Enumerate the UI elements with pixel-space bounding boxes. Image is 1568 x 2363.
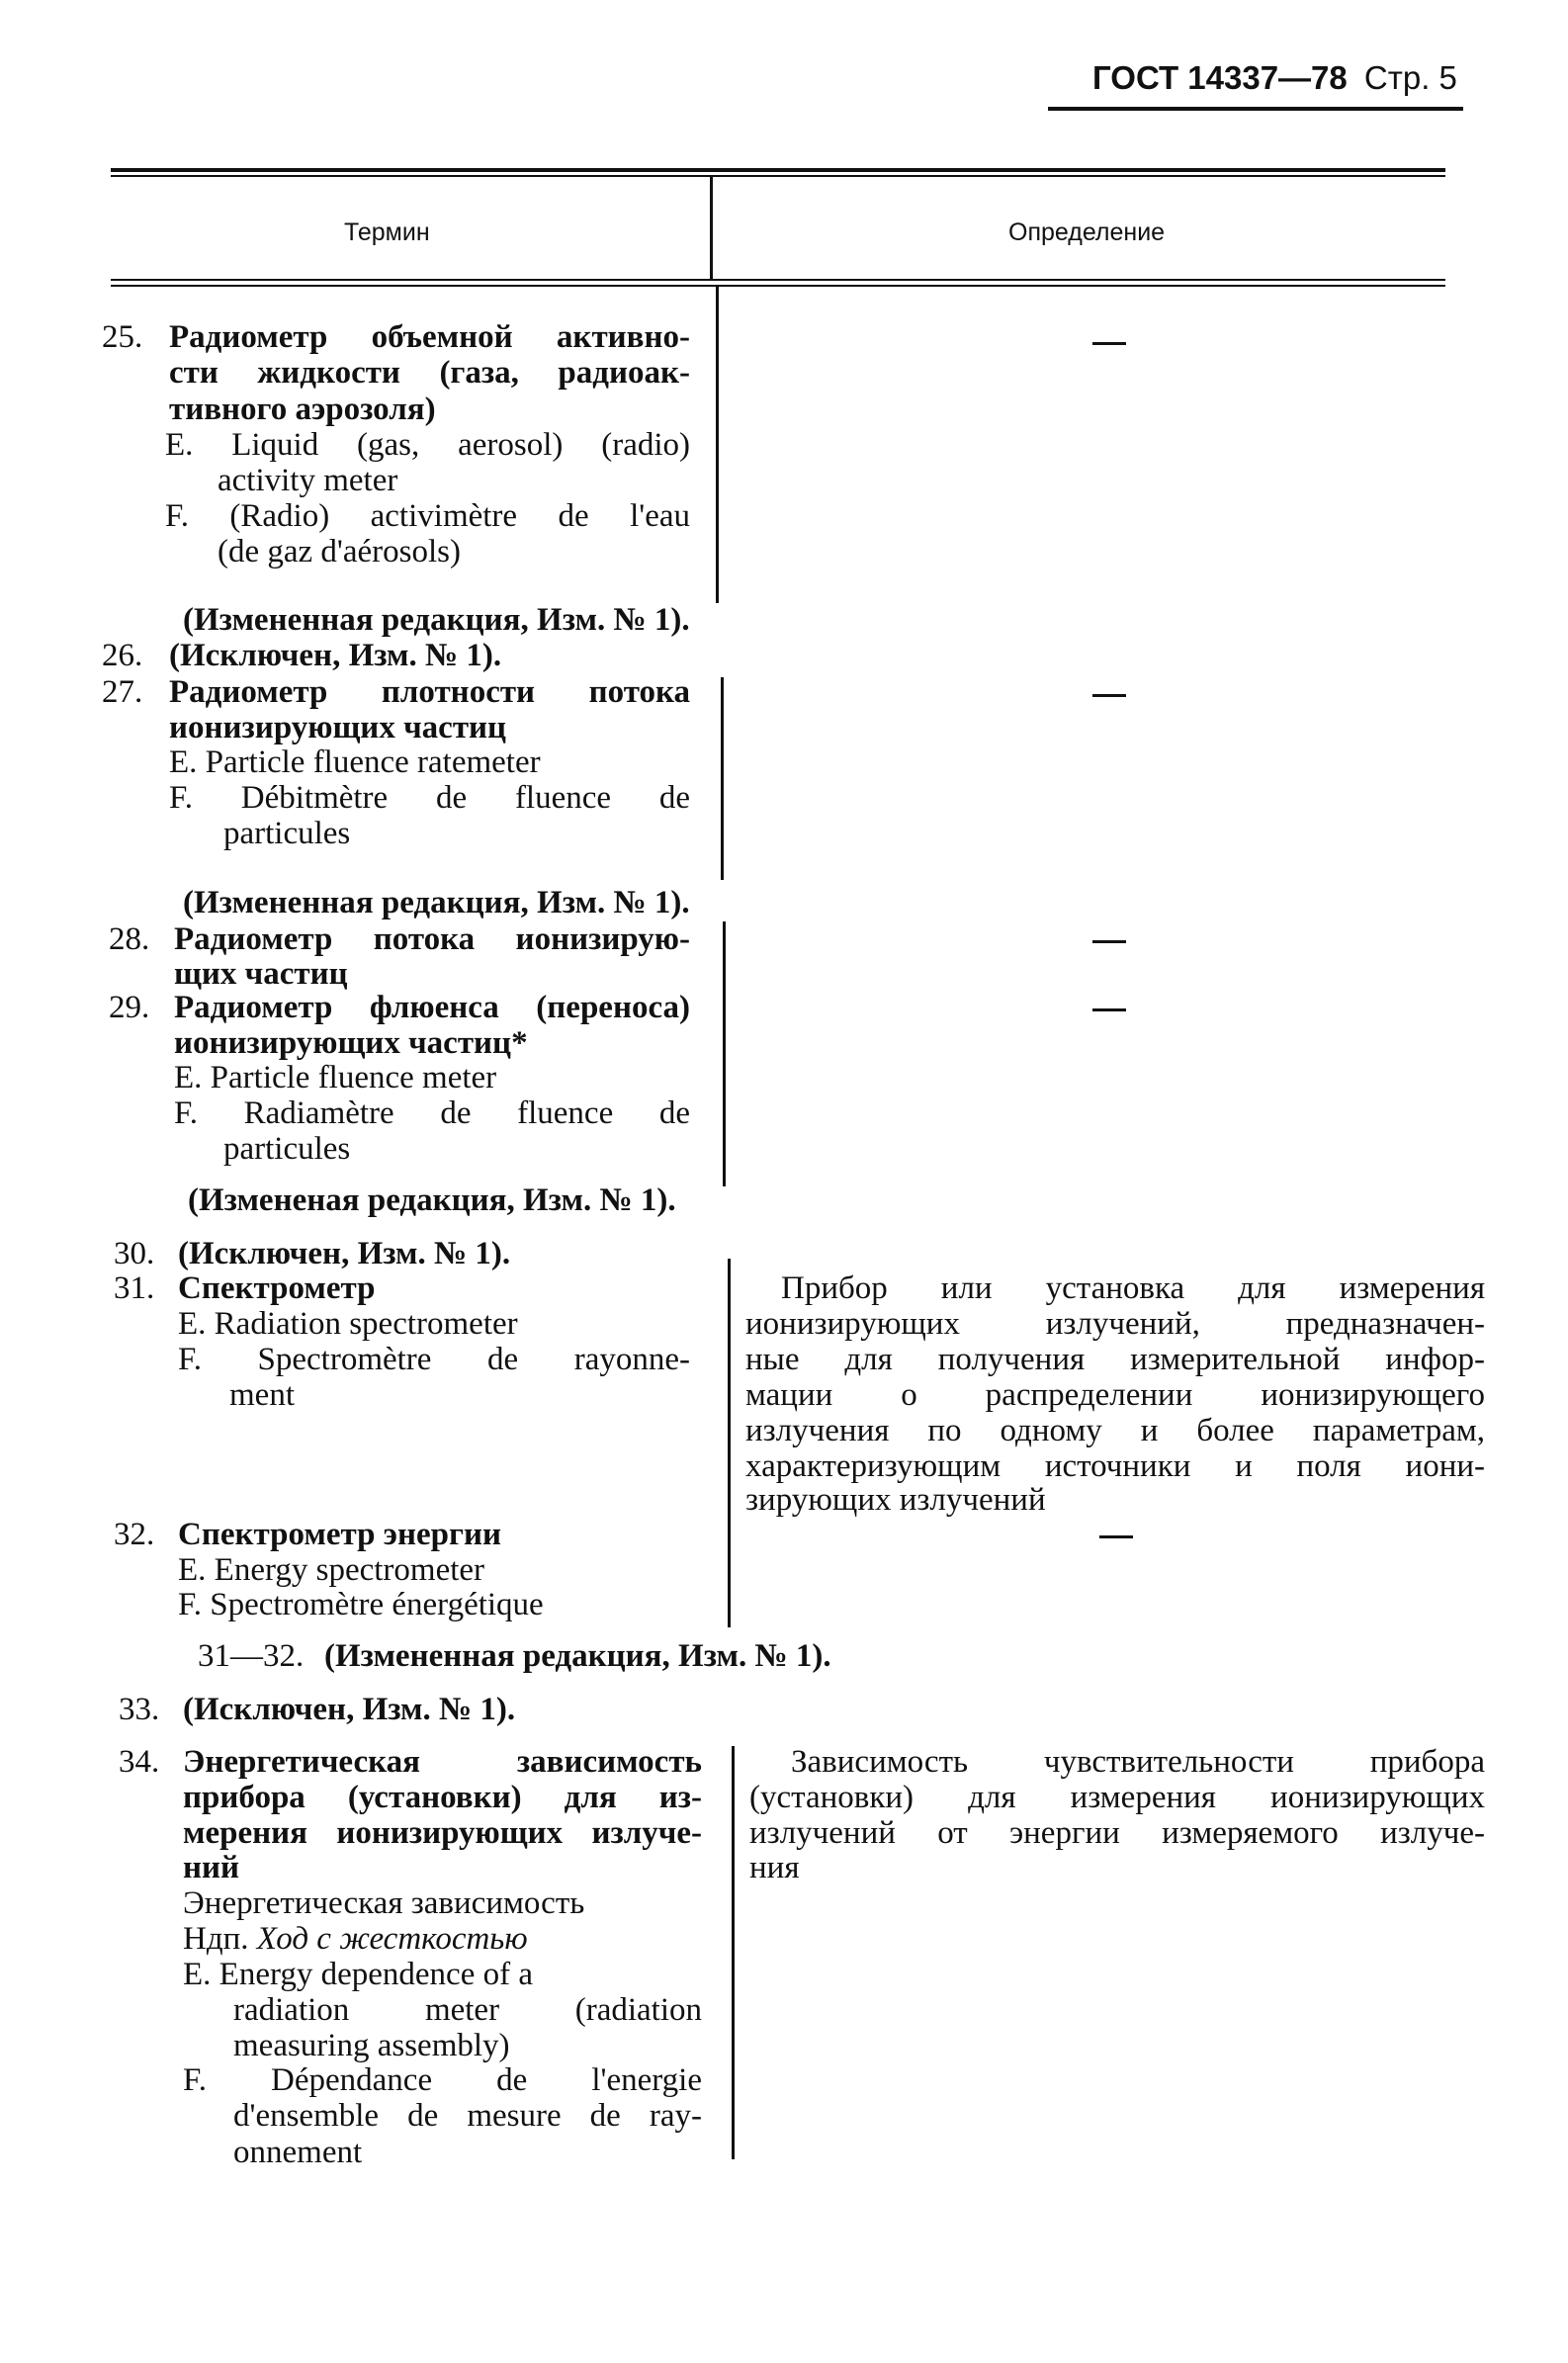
entry-number: 30.: [114, 1236, 155, 1271]
standard-number: ГОСТ 14337—78: [1092, 59, 1348, 96]
english-term: E. Particle fluence ratemeter: [169, 744, 541, 780]
definition-line: ионизирующих излучений, предназначен-: [745, 1306, 1485, 1342]
entry-range: 31—32.: [198, 1638, 305, 1674]
entry-number: 27.: [102, 674, 143, 710]
definition-line: мации о распределении ионизирующего: [745, 1377, 1485, 1413]
no-definition-dash: [1092, 342, 1126, 345]
definition-line: Зависимость чувствительности прибора: [791, 1744, 1485, 1780]
english-term: radiation meter (radiation: [233, 1992, 702, 2028]
definition-line: ные для получения измерительной инфор-: [745, 1342, 1485, 1377]
definition-line: (установки) для измерения ионизирующих: [749, 1780, 1485, 1815]
french-term: F. Débitmètre de fluence de: [169, 780, 690, 816]
entry-number: 25.: [102, 319, 143, 355]
french-term: F. (Radio) activimètre de l'eau: [165, 498, 690, 534]
french-term: F. Spectromètre de rayonne-: [178, 1342, 690, 1377]
no-definition-dash: [1092, 940, 1126, 943]
french-term: F. Dépendance de l'energie: [183, 2062, 702, 2098]
deprecated-term-text: Ход с жесткостью: [256, 1921, 528, 1957]
header-divider: [710, 176, 713, 280]
english-term: E. Energy spectrometer: [178, 1552, 485, 1588]
term-line: Спектрометр энергии: [178, 1517, 501, 1552]
english-term: E. Liquid (gas, aerosol) (radio): [165, 427, 690, 463]
english-term: E. Radiation spectrometer: [178, 1306, 518, 1342]
column-divider: [728, 1259, 731, 1627]
column-divider: [732, 1746, 735, 2159]
definition-line: характеризующим источники и поля иони-: [745, 1448, 1485, 1484]
entry-number: 31.: [114, 1270, 155, 1306]
table-header-rule-2: [111, 285, 1445, 287]
no-definition-dash: [1092, 1008, 1126, 1011]
term-line: мерения ионизирующих излуче-: [183, 1815, 702, 1851]
term-line: Энергетическая зависимость: [183, 1744, 702, 1780]
english-term: activity meter: [218, 463, 398, 498]
term-line: ионизирующих частиц: [169, 710, 507, 745]
page-number: Стр. 5: [1363, 59, 1457, 96]
french-term: d'ensemble de mesure de ray-: [233, 2098, 702, 2134]
term-line: Радиометр объемной активно-: [169, 319, 690, 355]
excluded-note: (Исключен, Изм. № 1).: [169, 638, 502, 673]
table-header-rule: [111, 279, 1445, 281]
excluded-note: (Исключен, Изм. № 1).: [183, 1692, 516, 1727]
entry-number: 28.: [109, 921, 150, 957]
definition-line: ния: [749, 1850, 800, 1885]
french-term: onnement: [233, 2135, 363, 2170]
column-divider: [723, 921, 726, 1186]
entry-number: 34.: [119, 1744, 160, 1780]
deprecated-label: Ндп.: [183, 1921, 249, 1957]
french-term: particules: [223, 816, 351, 851]
french-term: F. Spectromètre énergétique: [178, 1587, 544, 1622]
term-line: Радиометр флюенса (переноса): [174, 990, 690, 1025]
no-definition-dash: [1099, 1535, 1133, 1538]
table-top-rule-2: [111, 175, 1445, 177]
definition-line: зирующих излучений: [745, 1482, 1046, 1518]
definition-line: Прибор или установка для измерения: [781, 1270, 1485, 1306]
term-line: щих частиц: [174, 956, 348, 992]
entry-number: 32.: [114, 1517, 155, 1552]
term-line: сти жидкости (газа, радиоак-: [169, 355, 690, 391]
amendment-note: (Измененная редакция, Изм. № 1).: [183, 602, 690, 638]
no-definition-dash: [1092, 694, 1126, 697]
french-term: (de gaz d'aérosols): [218, 534, 462, 569]
column-divider: [721, 677, 724, 880]
term-line: прибора (установки) для из-: [183, 1780, 702, 1815]
english-term: measuring assembly): [233, 2028, 510, 2063]
short-term: Энергетическая зависимость: [183, 1885, 585, 1921]
english-term: E. Energy dependence of a: [183, 1957, 533, 1992]
page-header: [1092, 59, 1457, 97]
english-term: E. Particle fluence meter: [174, 1060, 497, 1095]
column-header-term: Термин: [344, 219, 430, 246]
table-top-rule: [111, 168, 1445, 172]
term-line: Радиометр плотности потока: [169, 674, 690, 710]
term-line: ионизирующих частиц*: [174, 1025, 528, 1061]
french-term: F. Radiamètre de fluence de: [174, 1095, 690, 1131]
entry-number: 29.: [109, 990, 150, 1025]
column-header-definition: Определение: [1008, 219, 1166, 246]
french-term: particules: [223, 1131, 351, 1167]
amendment-note: (Измененная редакция, Изм. № 1).: [183, 885, 690, 920]
term-line: Радиометр потока ионизирую-: [174, 921, 690, 957]
amendment-note: (Измененая редакция, Изм. № 1).: [188, 1182, 676, 1218]
entry-number: 26.: [102, 638, 143, 673]
definition-line: излучения по одному и более параметрам,: [745, 1413, 1485, 1448]
term-line: тивного аэрозоля): [169, 392, 436, 427]
definition-line: излучений от энергии измеряемого излуче-: [749, 1815, 1485, 1851]
french-term: ment: [229, 1377, 295, 1413]
term-line: Спектрометр: [178, 1270, 376, 1306]
term-line: ний: [183, 1850, 240, 1885]
excluded-note: (Исключен, Изм. № 1).: [178, 1236, 511, 1271]
entry-number: 33.: [119, 1692, 160, 1727]
header-underline: [1048, 107, 1463, 111]
deprecated-term: [183, 1921, 528, 1957]
column-divider: [716, 287, 719, 603]
amendment-note: (Измененная редакция, Изм. № 1).: [324, 1638, 831, 1674]
